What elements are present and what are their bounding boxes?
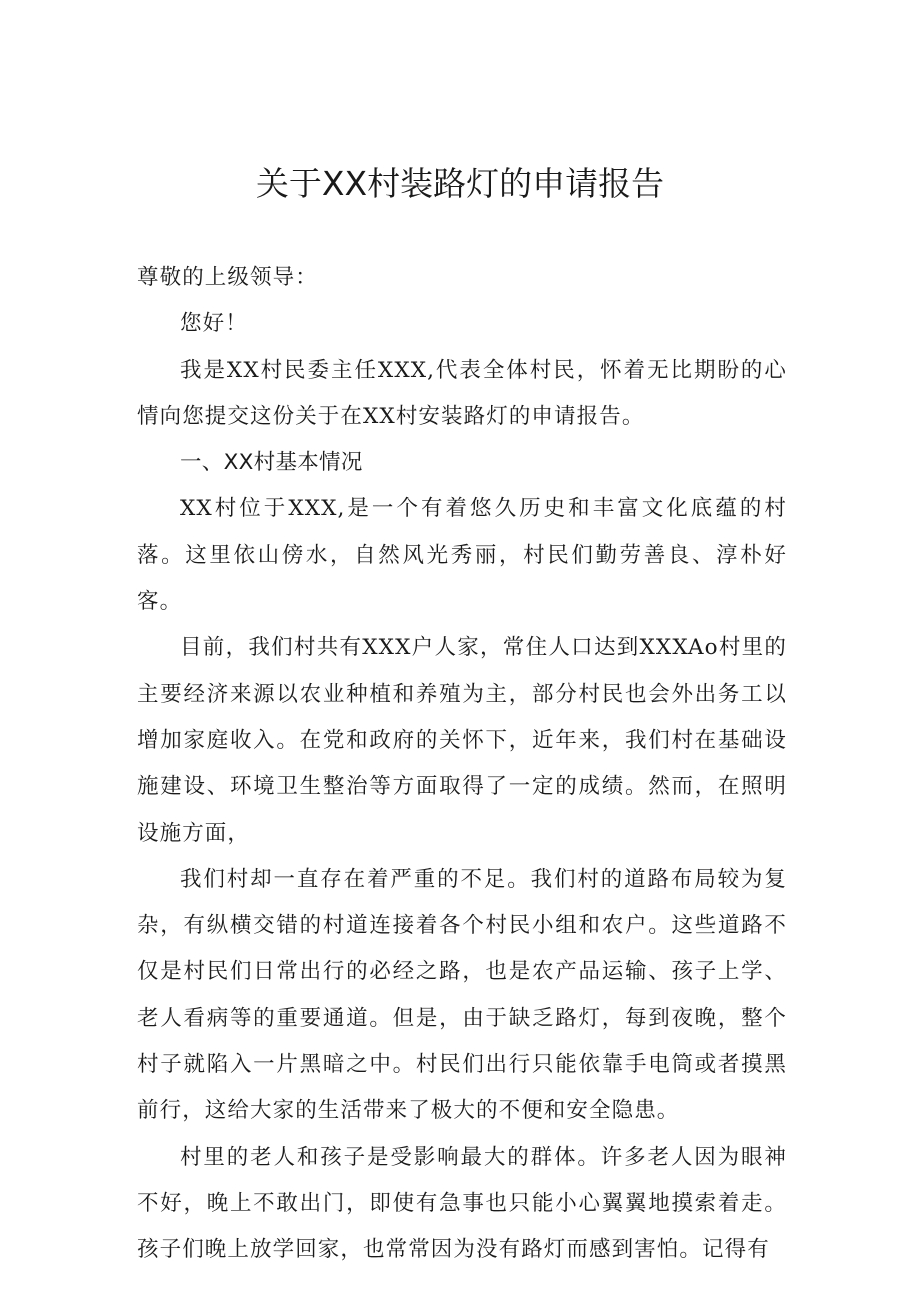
salutation: 尊敬的上级领导：	[137, 265, 318, 290]
intro-paragraph: 我是XX村民委主任XXX,代表全体村民，怀着无比期盼的心情向您提交这份关于在XX村安装路灯的申请报告。	[137, 357, 787, 429]
greeting: 您好！	[180, 311, 248, 337]
body-paragraph: 我们村却一直存在着严重的不足。我们村的道路布局较为复杂，有纵横交错的村道连接着各个村民小组和农户。这些道路不仅是村民们日常出行的必经之路，也是农产品运输、孩子上学、老人看病等的重要通道。但是，由于缺乏路灯，每到夜晚，整个村子就陷入一片黑暗之中。村民们出行只能依靠手电筒或者摸黑前行，这给大家的生活带来了极大的不便和安全隐患。	[137, 866, 787, 1124]
section-heading: 一、XX村基本情况	[180, 450, 363, 476]
body-paragraph: 村里的老人和孩子是受影响最大的群体。许多老人因为眼神不好，晚上不敢出门，即使有急事也只能小心翼翼地摸索着走。孩子们晚上放学回家，也常常因为没有路灯而感到害怕。记得有	[137, 1144, 787, 1263]
document-title: 关于XX村装路灯的申请报告	[255, 164, 665, 203]
body-paragraph: XX村位于XXX,是一个有着悠久历史和丰富文化底蕴的村落。这里依山傍水，自然风光秀丽，村民们勤劳善良、淳朴好客。	[137, 496, 787, 615]
body-paragraph: 目前，我们村共有XXX户人家，常住人口达到XXXAo村里的主要经济来源以农业种植和养殖为主，部分村民也会外出务工以增加家庭收入。在党和政府的关怀下，近年来，我们村在基础设施建设、环境卫生整治等方面取得了一定的成绩。然而，在照明设施方面，	[137, 635, 787, 846]
document-body	[137, 255, 787, 1274]
